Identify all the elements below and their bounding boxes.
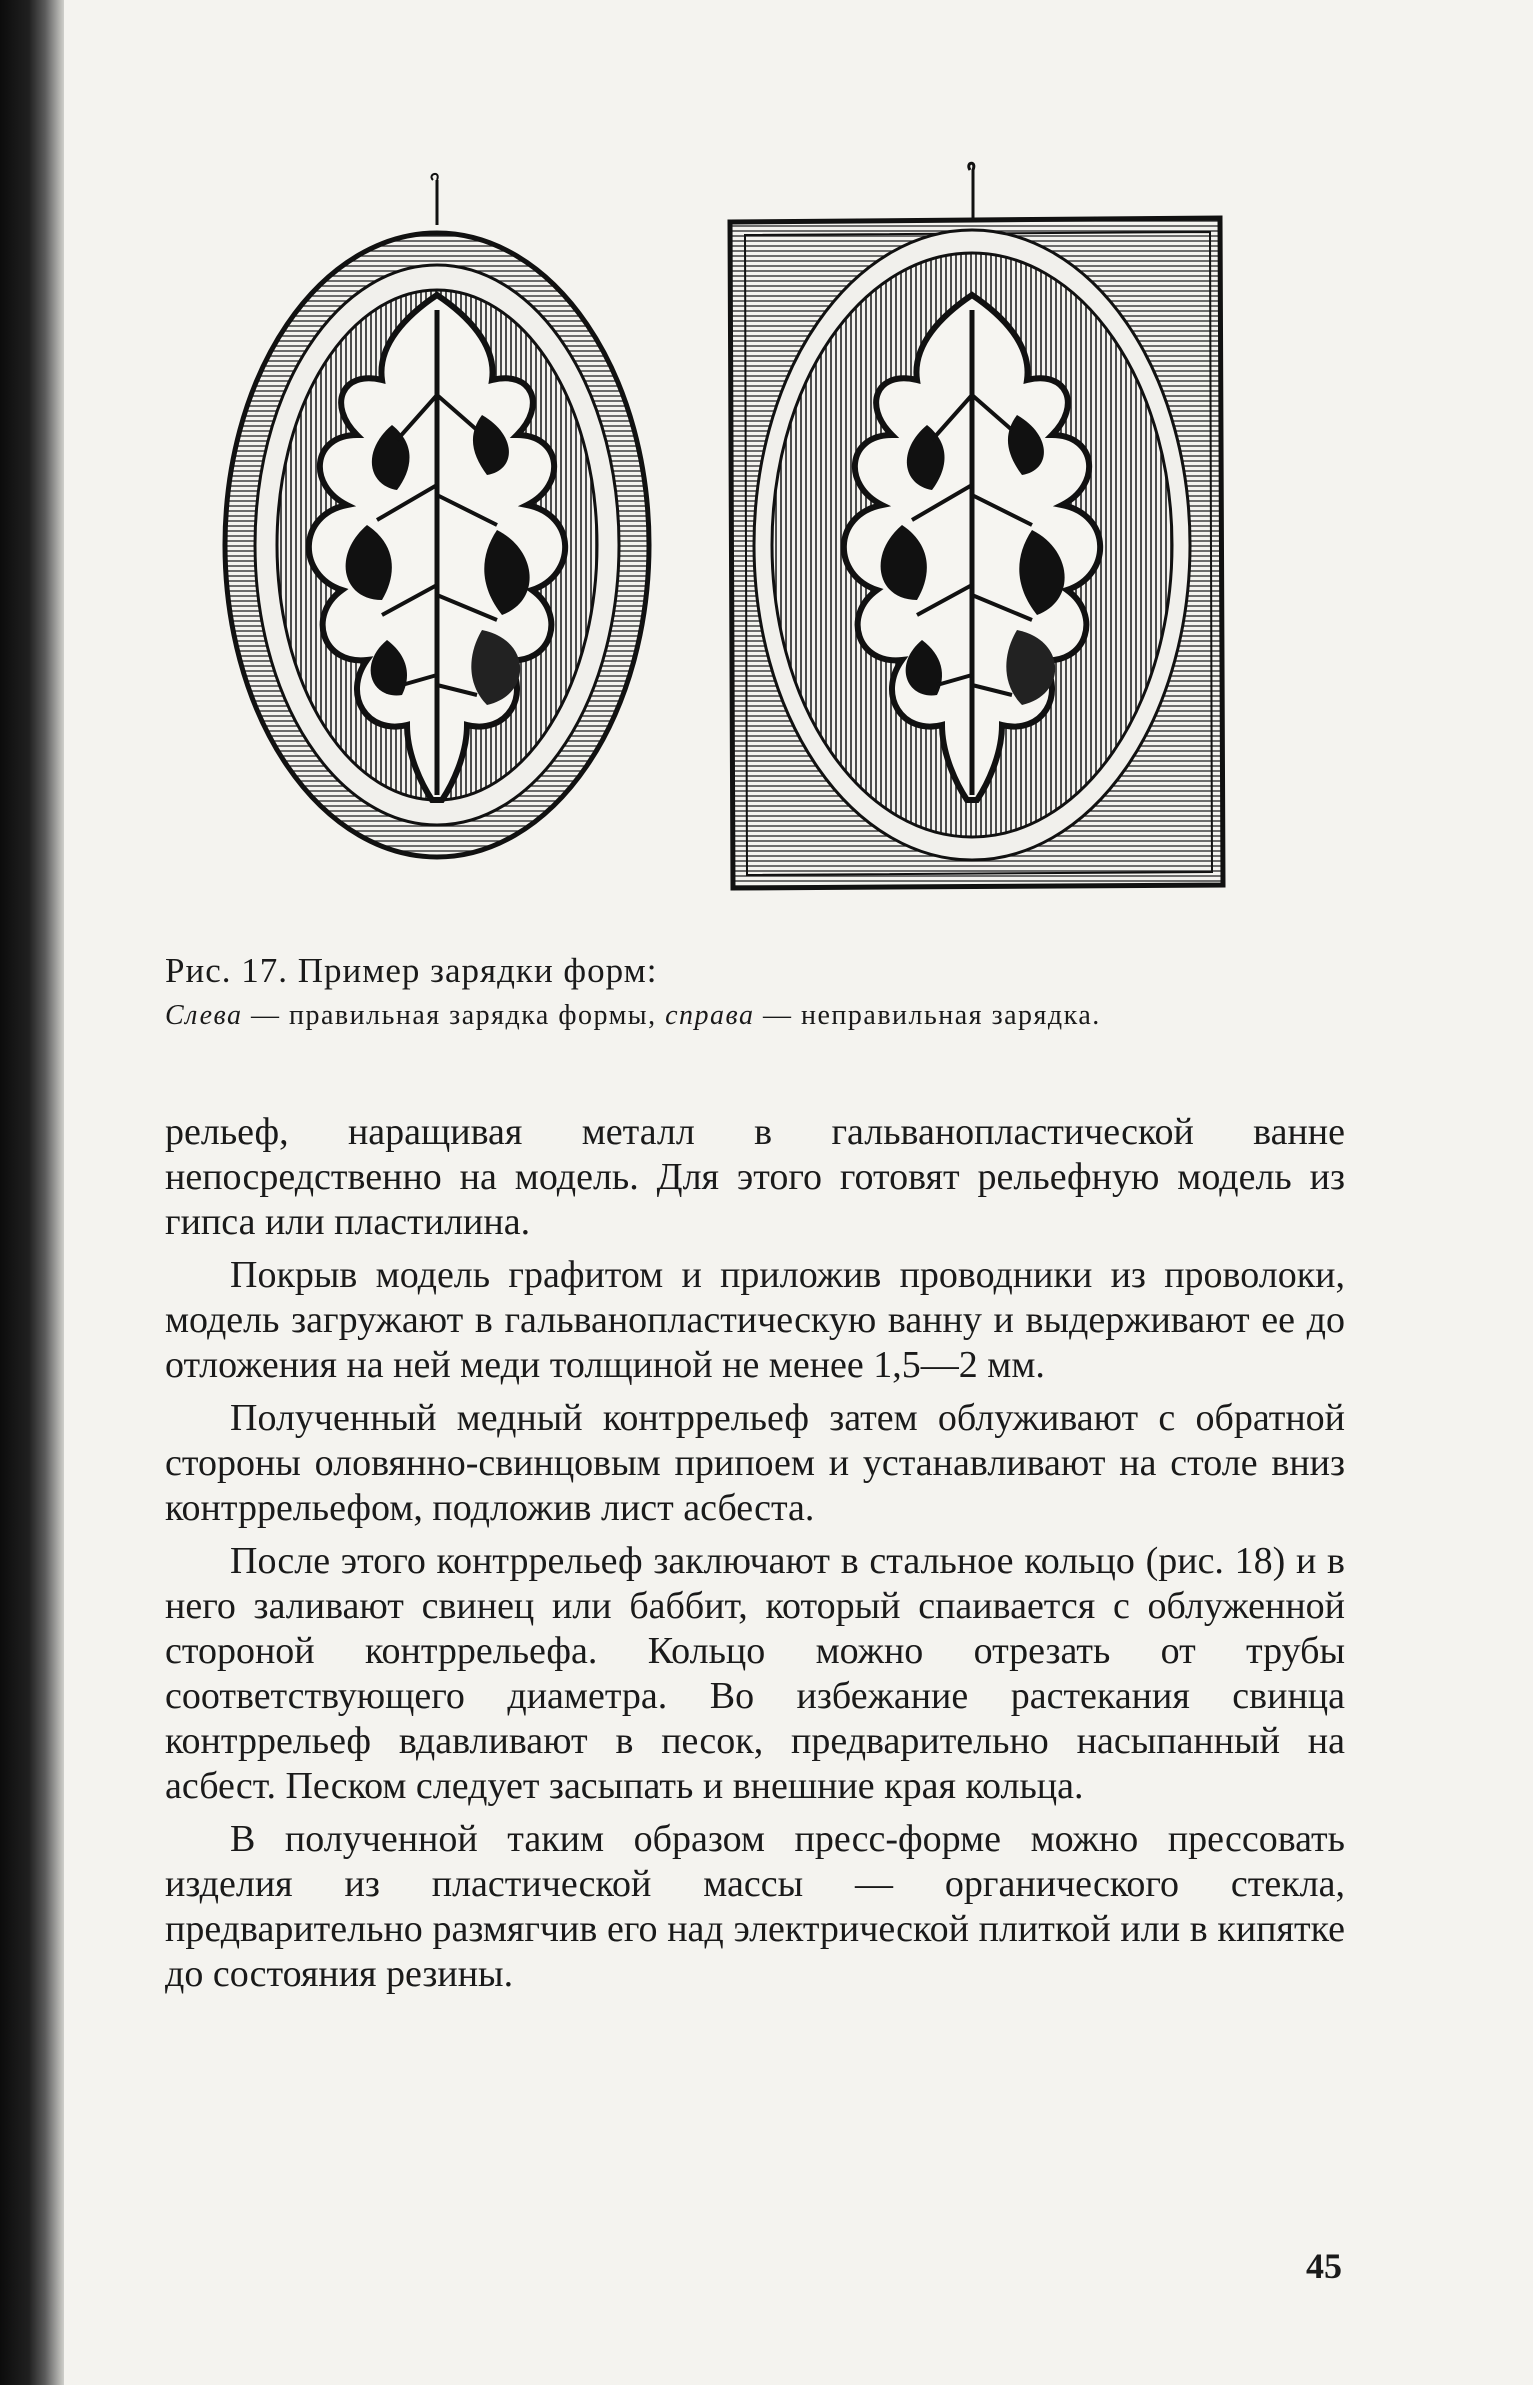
left-oval-mold [225, 174, 649, 857]
paragraph: Покрыв модель графитом и приложив проводники из проволоки, модель загружают в гальванопластическую ванну и выдерживают ее до отложения на ней меди толщиной не менее 1,5—2 мм. [165, 1254, 1345, 1386]
body-text [165, 1110, 1345, 2005]
caption-description [165, 994, 1345, 1038]
right-rectangular-mold [730, 163, 1223, 888]
figure-17 [215, 160, 1305, 920]
paragraph: В полученной таким образом пресс-форме можно прессовать изделия из пластической массы — органического стекла, предварительно размягчив его над электрической плиткой или в кипятке до состояния резины. [165, 1818, 1345, 1995]
page-number: 45 [1306, 2246, 1342, 2286]
paragraph: рельеф, наращивая металл в гальванопластической ванне непосредственно на модель. Для этого готовят рельефную модель из гипса или пластилина. [165, 1111, 1345, 1243]
paragraph: Полученный медный контррельеф затем облуживают с обратной стороны оловянно-свинцовым припоем и устанавливают на столе вниз контррельефом, подложив лист асбеста. [165, 1397, 1345, 1529]
caption-right-text: — неправильная зарядка. [754, 1000, 1101, 1031]
caption-left-text: — правильная зарядка формы, [242, 1000, 666, 1031]
caption-right-label: справа [665, 1000, 755, 1031]
caption-left-label: Слева [165, 1000, 243, 1031]
paragraph: После этого контррельеф заключают в стальное кольцо (рис. 18) и в него заливают свинец или баббит, который спаивается с облуженной стороной контррельефа. Кольцо можно отрезать от трубы соответствующего диаметра. Во избежание растекания свинца контррельеф вдавливают в песок, предварительно насыпанный на асбест. Песком следует засыпать и внешние края кольца. [165, 1540, 1345, 1807]
book-binding-shadow [0, 0, 64, 2385]
figure-caption [165, 948, 1345, 1038]
caption-title: Рис. 17. Пример зарядки форм: [165, 951, 658, 990]
